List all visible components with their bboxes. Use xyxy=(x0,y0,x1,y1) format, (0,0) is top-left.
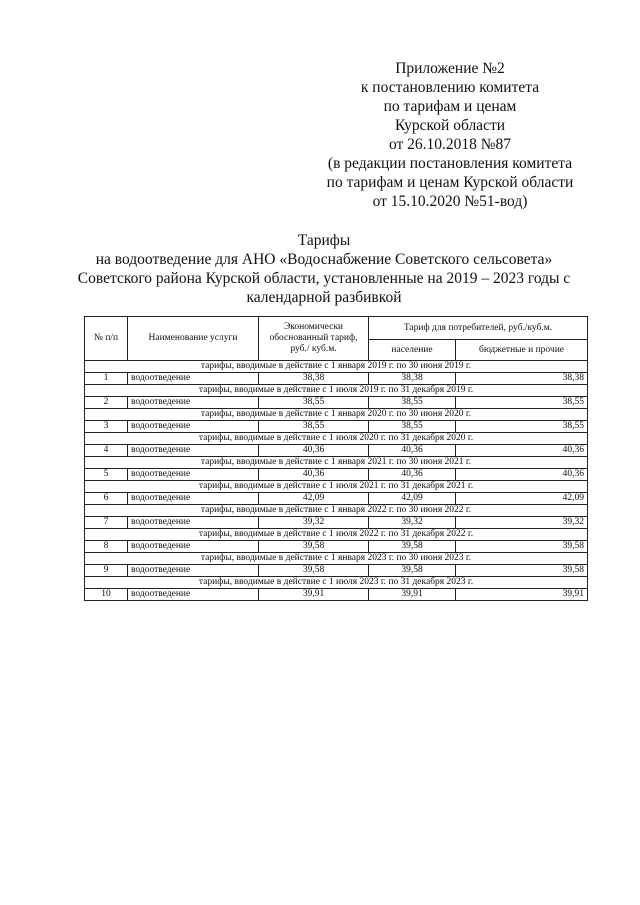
title-heading: Тарифы xyxy=(297,232,351,249)
period-row xyxy=(85,529,588,541)
economic-tariff: 40,36 xyxy=(259,469,369,481)
service-name: водоотведение xyxy=(128,445,259,457)
period-row xyxy=(85,505,588,517)
period-label: тарифы, вводимые в действие с 1 января 2020 г. по 30 июня 2020 г. xyxy=(85,409,588,421)
appendix-line: Курской области xyxy=(394,117,506,134)
service-name: водоотведение xyxy=(128,493,259,505)
period-row xyxy=(85,409,588,421)
budget-tariff: 39,58 xyxy=(456,541,588,553)
table-row xyxy=(85,541,588,553)
table-row xyxy=(85,445,588,457)
service-name: водоотведение xyxy=(128,517,259,529)
service-name: водоотведение xyxy=(128,541,259,553)
population-tariff: 42,09 xyxy=(369,493,456,505)
title-line: на водоотведение для АНО «Водоснабжение Советского сельсовета» xyxy=(95,251,553,268)
period-label: тарифы, вводимые в действие с 1 июля 2019 г. по 31 декабря 2019 г. xyxy=(85,385,588,397)
economic-tariff: 40,36 xyxy=(259,445,369,457)
document-title xyxy=(60,231,588,307)
table-row xyxy=(85,397,588,409)
header-consumers: Тариф для потребителей, руб./куб.м. xyxy=(369,317,588,340)
row-number: 6 xyxy=(85,493,128,505)
appendix-line: по тарифам и ценам Курской области xyxy=(326,174,574,191)
table-row xyxy=(85,373,588,385)
title-line: календарной разбивкой xyxy=(246,289,402,306)
appendix-line: к постановлению комитета xyxy=(360,79,540,96)
period-row xyxy=(85,457,588,469)
budget-tariff: 38,38 xyxy=(456,373,588,385)
appendix-line: (в редакции постановления комитета xyxy=(327,155,573,172)
service-name: водоотведение xyxy=(128,565,259,577)
row-number: 7 xyxy=(85,517,128,529)
table-row xyxy=(85,589,588,601)
period-label: тарифы, вводимые в действие с 1 января 2023 г. по 30 июня 2023 г. xyxy=(85,553,588,565)
budget-tariff: 40,36 xyxy=(456,445,588,457)
economic-tariff: 38,55 xyxy=(259,397,369,409)
period-label: тарифы, вводимые в действие с 1 июля 2020 г. по 31 декабря 2020 г. xyxy=(85,433,588,445)
table-row xyxy=(85,493,588,505)
appendix-block xyxy=(300,59,600,211)
row-number: 8 xyxy=(85,541,128,553)
period-row xyxy=(85,577,588,589)
population-tariff: 39,58 xyxy=(369,541,456,553)
table-row xyxy=(85,469,588,481)
appendix-line: Приложение №2 xyxy=(395,60,505,77)
row-number: 4 xyxy=(85,445,128,457)
period-label: тарифы, вводимые в действие с 1 января 2019 г. по 30 июня 2019 г. xyxy=(85,361,588,373)
period-label: тарифы, вводимые в действие с 1 июля 2021 г. по 31 декабря 2021 г. xyxy=(85,481,588,493)
budget-tariff: 38,55 xyxy=(456,421,588,433)
population-tariff: 39,91 xyxy=(369,589,456,601)
header-economic: Экономически обоснованный тариф, руб./ куб.м. xyxy=(259,317,369,361)
population-tariff: 40,36 xyxy=(369,469,456,481)
header-population: население xyxy=(369,340,456,361)
table-row xyxy=(85,517,588,529)
period-row xyxy=(85,385,588,397)
service-name: водоотведение xyxy=(128,373,259,385)
population-tariff: 39,32 xyxy=(369,517,456,529)
service-name: водоотведение xyxy=(128,589,259,601)
economic-tariff: 39,91 xyxy=(259,589,369,601)
row-number: 1 xyxy=(85,373,128,385)
population-tariff: 38,55 xyxy=(369,397,456,409)
period-label: тарифы, вводимые в действие с 1 июля 2023 г. по 31 декабря 2023 г. xyxy=(85,577,588,589)
row-number: 3 xyxy=(85,421,128,433)
period-label: тарифы, вводимые в действие с 1 января 2021 г. по 30 июня 2021 г. xyxy=(85,457,588,469)
budget-tariff: 42,09 xyxy=(456,493,588,505)
economic-tariff: 38,38 xyxy=(259,373,369,385)
economic-tariff: 39,58 xyxy=(259,541,369,553)
period-label: тарифы, вводимые в действие с 1 июля 2022 г. по 31 декабря 2022 г. xyxy=(85,529,588,541)
budget-tariff: 39,58 xyxy=(456,565,588,577)
population-tariff: 40,36 xyxy=(369,445,456,457)
header-budget: бюджетные и прочие xyxy=(456,340,588,361)
budget-tariff: 40,36 xyxy=(456,469,588,481)
header-num: № п/п xyxy=(85,317,128,361)
economic-tariff: 39,32 xyxy=(259,517,369,529)
tariff-table xyxy=(84,316,588,601)
period-label: тарифы, вводимые в действие с 1 января 2022 г. по 30 июня 2022 г. xyxy=(85,505,588,517)
row-number: 2 xyxy=(85,397,128,409)
budget-tariff: 38,55 xyxy=(456,397,588,409)
table-row xyxy=(85,565,588,577)
economic-tariff: 39,58 xyxy=(259,565,369,577)
period-row xyxy=(85,361,588,373)
population-tariff: 38,55 xyxy=(369,421,456,433)
budget-tariff: 39,32 xyxy=(456,517,588,529)
period-row xyxy=(85,553,588,565)
service-name: водоотведение xyxy=(128,397,259,409)
header-name: Наименование услуги xyxy=(128,317,259,361)
row-number: 10 xyxy=(85,589,128,601)
service-name: водоотведение xyxy=(128,421,259,433)
title-line: Советского района Курской области, установленные на 2019 – 2023 годы с xyxy=(77,270,571,287)
population-tariff: 39,58 xyxy=(369,565,456,577)
economic-tariff: 42,09 xyxy=(259,493,369,505)
appendix-line: по тарифам и ценам xyxy=(383,98,517,115)
row-number: 9 xyxy=(85,565,128,577)
appendix-line: от 15.10.2020 №51-вод) xyxy=(372,193,528,210)
row-number: 5 xyxy=(85,469,128,481)
population-tariff: 38,38 xyxy=(369,373,456,385)
service-name: водоотведение xyxy=(128,469,259,481)
appendix-line: от 26.10.2018 №87 xyxy=(388,136,512,153)
period-row xyxy=(85,433,588,445)
budget-tariff: 39,91 xyxy=(456,589,588,601)
table-row xyxy=(85,421,588,433)
economic-tariff: 38,55 xyxy=(259,421,369,433)
period-row xyxy=(85,481,588,493)
